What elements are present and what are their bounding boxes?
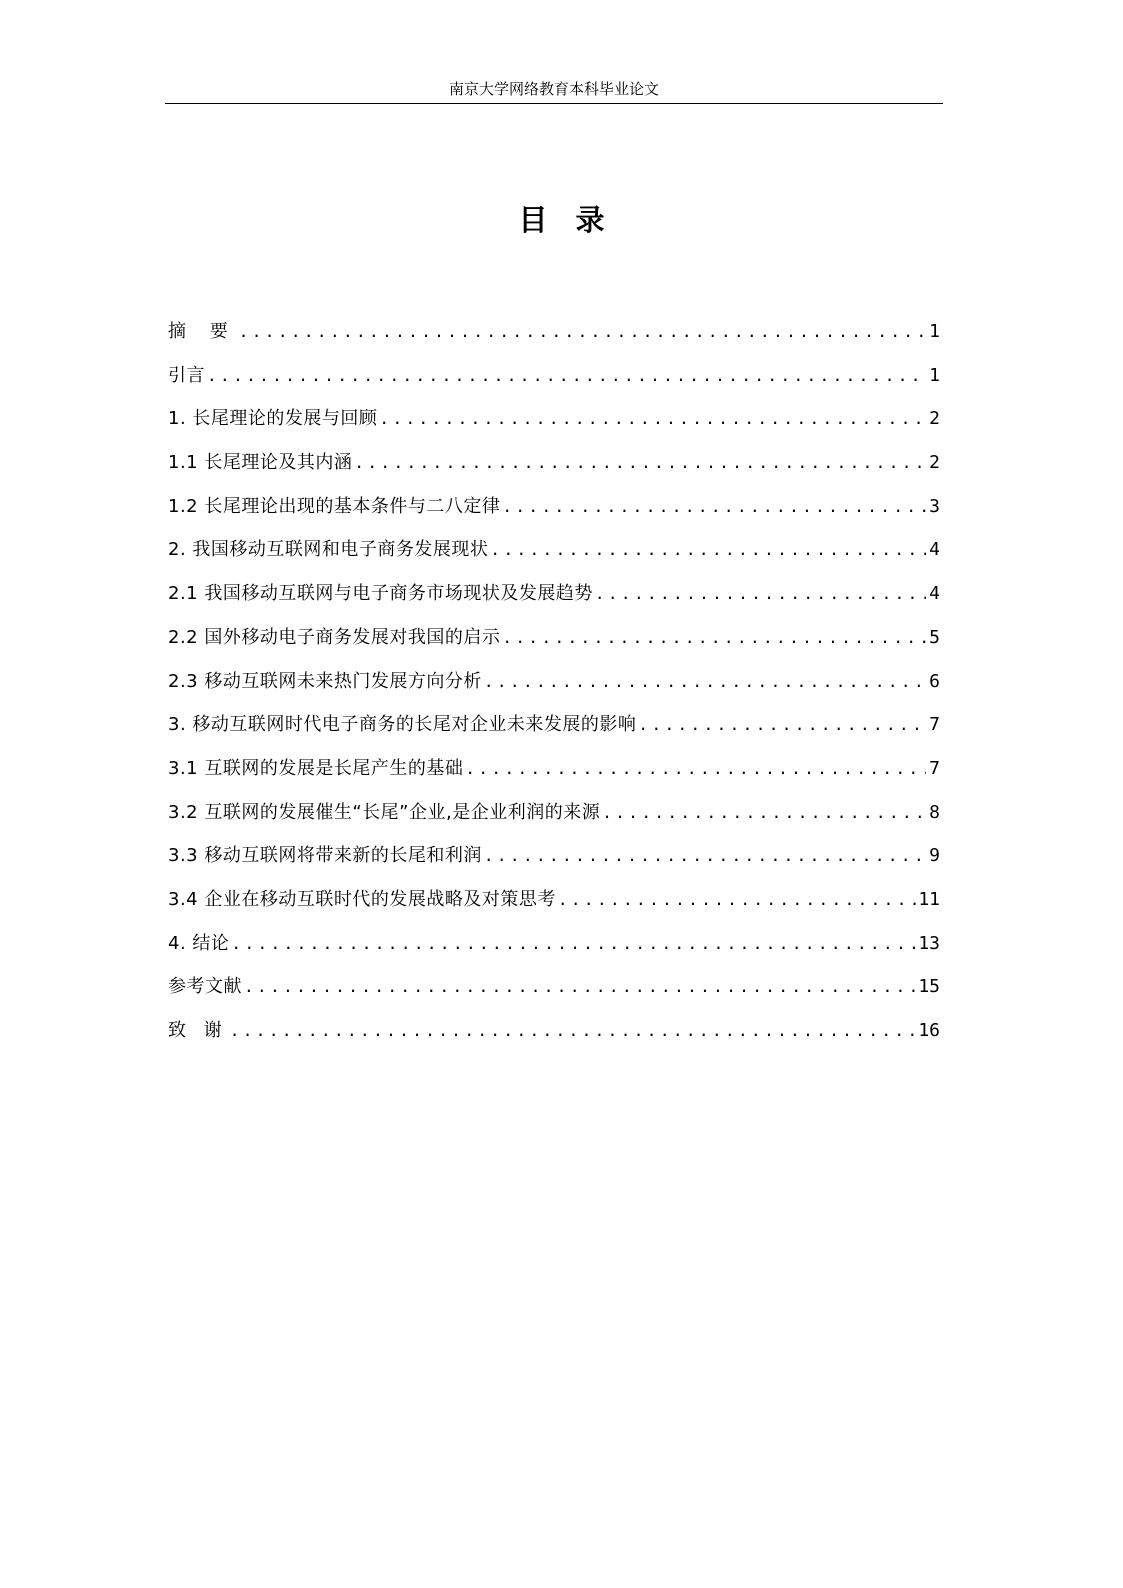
toc-entry-section-2-3[interactable] <box>168 664 940 708</box>
toc-dot-leader <box>231 926 916 962</box>
toc-entry-label: 2. 我国移动互联网和电子商务发展现状 <box>168 539 489 561</box>
toc-entry-label: 参考文献 <box>168 976 242 998</box>
toc-entry-label: 1. 长尾理论的发展与回顾 <box>168 408 378 430</box>
toc-dot-leader <box>354 445 926 481</box>
toc-dot-leader <box>230 1013 917 1049</box>
toc-entry-section-1-1[interactable] <box>168 445 940 489</box>
toc-entry-page: 2 <box>929 408 940 430</box>
toc-entry-references[interactable] <box>168 969 940 1013</box>
toc-entry-section-2-2[interactable] <box>168 620 940 664</box>
toc-entry-label: 3.2 互联网的发展催生“长尾”企业,是企业利润的来源 <box>168 801 601 823</box>
toc-entry-page: 8 <box>929 801 940 823</box>
toc-entry-section-2-1[interactable] <box>168 576 940 620</box>
toc-dot-leader <box>379 401 926 437</box>
toc-dot-leader <box>638 707 926 743</box>
toc-entry-label: 4. 结论 <box>168 932 230 954</box>
toc-entry-label: 致 谢 <box>168 1020 228 1041</box>
toc-dot-leader <box>484 664 926 700</box>
toc-entry-label: 3.3 移动互联网将带来新的长尾和利润 <box>168 845 482 867</box>
toc-entry-section-3-2[interactable] <box>168 795 940 839</box>
toc-entry-page: 15 <box>918 976 940 998</box>
toc-entry-label: 引言 <box>168 364 205 386</box>
toc-entry-label: 摘 要 <box>168 321 237 342</box>
toc-entry-label: 3.4 企业在移动互联时代的发展战略及对策思考 <box>168 888 556 910</box>
toc-dot-leader <box>490 532 926 568</box>
toc-entry-abstract[interactable] <box>168 314 940 358</box>
toc-entry-label: 2.2 国外移动电子商务发展对我国的启示 <box>168 626 501 648</box>
toc-entry-page: 4 <box>929 583 940 605</box>
toc-entry-label: 2.1 我国移动互联网与电子商务市场现状及发展趋势 <box>168 583 593 605</box>
toc-entry-page: 7 <box>929 714 940 736</box>
toc-dot-leader <box>484 838 926 874</box>
toc-entry-section-1-2[interactable] <box>168 489 940 533</box>
toc-entry-chapter-2[interactable] <box>168 532 940 576</box>
toc-entry-page: 11 <box>918 888 940 910</box>
toc-entry-page: 13 <box>918 932 940 954</box>
toc-entry-chapter-1[interactable] <box>168 401 940 445</box>
toc-entry-label: 3.1 互联网的发展是长尾产生的基础 <box>168 757 464 779</box>
toc-entry-page: 1 <box>929 321 940 342</box>
toc-entry-page: 1 <box>929 364 940 386</box>
toc-entry-page: 3 <box>929 495 940 517</box>
toc-dot-leader <box>502 489 926 525</box>
toc-dot-leader <box>602 795 926 831</box>
toc-entry-page: 5 <box>929 626 940 648</box>
toc-entry-label: 2.3 移动互联网未来热门发展方向分析 <box>168 670 482 692</box>
toc-entry-section-3-4[interactable] <box>168 882 940 926</box>
toc-entry-label: 3. 移动互联网时代电子商务的长尾对企业未来发展的影响 <box>168 714 637 736</box>
toc-dot-leader <box>465 751 926 787</box>
toc-entry-page: 7 <box>929 757 940 779</box>
toc-entry-page: 2 <box>929 452 940 474</box>
toc-title: 目录 <box>518 203 633 237</box>
toc-entry-acknowledgements[interactable] <box>168 1013 940 1057</box>
page-header <box>165 78 943 104</box>
toc-entry-page: 6 <box>929 670 940 692</box>
toc-entry-page: 9 <box>929 845 940 867</box>
toc-dot-leader <box>207 358 926 394</box>
toc-dot-leader <box>239 314 926 350</box>
toc-entry-page: 16 <box>918 1020 940 1041</box>
toc-dot-leader <box>502 620 926 656</box>
toc-entry-page: 4 <box>929 539 940 561</box>
toc-entry-label: 1.2 长尾理论出现的基本条件与二八定律 <box>168 495 501 517</box>
table-of-contents <box>168 314 940 1057</box>
toc-dot-leader <box>244 969 916 1005</box>
toc-entry-introduction[interactable] <box>168 358 940 402</box>
toc-entry-chapter-3[interactable] <box>168 707 940 751</box>
toc-entry-label: 1.1 长尾理论及其内涵 <box>168 452 353 474</box>
toc-entry-section-3-3[interactable] <box>168 838 940 882</box>
header-title: 南京大学网络教育本科毕业论文 <box>448 80 659 98</box>
toc-dot-leader <box>595 576 926 612</box>
toc-entry-chapter-4[interactable] <box>168 926 940 970</box>
toc-entry-section-3-1[interactable] <box>168 751 940 795</box>
toc-dot-leader <box>558 882 916 918</box>
